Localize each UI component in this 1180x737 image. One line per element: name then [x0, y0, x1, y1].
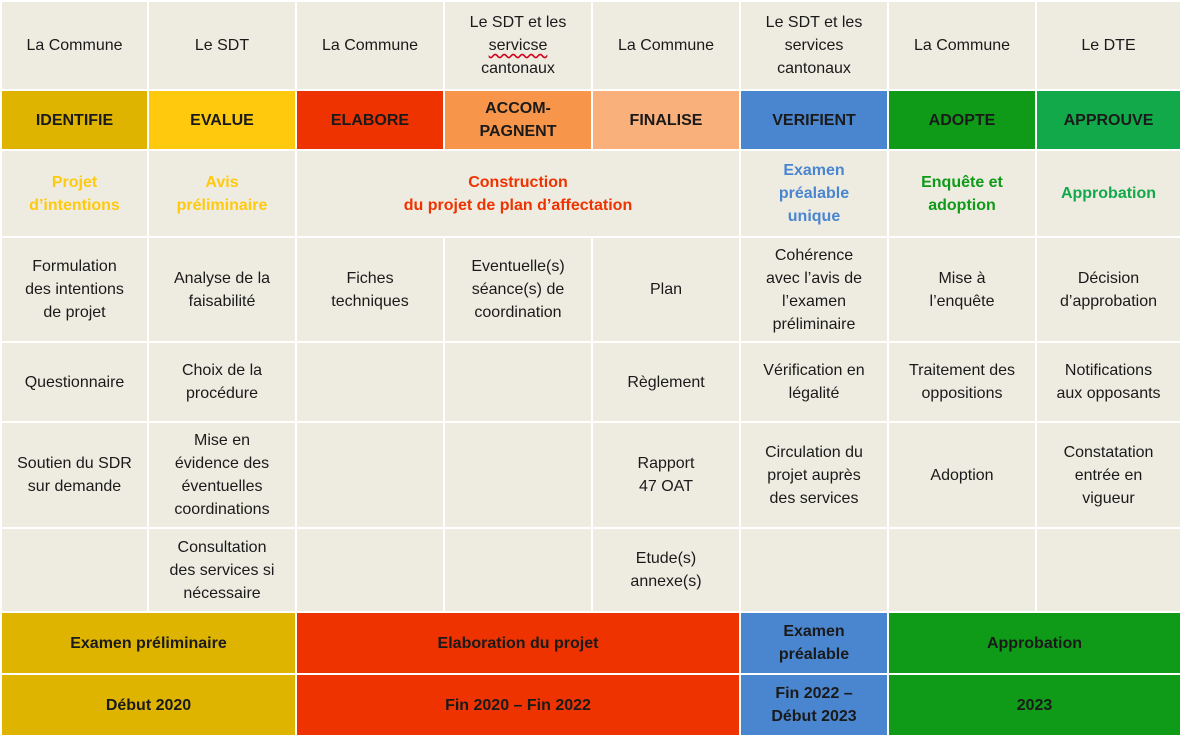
actor-la-commune: La Commune [592, 1, 740, 90]
phase-approbation: Approbation [1036, 150, 1180, 237]
task-cell: Etude(s) annexe(s) [592, 528, 740, 612]
phases-row [1, 150, 1180, 237]
actor-line: cantonaux [481, 60, 555, 77]
phase-projet-intentions: Projet d’intentions [1, 150, 148, 237]
task-cell: Mise à l’enquête [888, 237, 1036, 342]
task-cell [444, 422, 592, 528]
verb-finalise: FINALISE [592, 90, 740, 150]
verb-evalue: EVALUE [148, 90, 296, 150]
task-cell [296, 422, 444, 528]
task-cell [444, 342, 592, 422]
task-cell: Constatation entrée en vigueur [1036, 422, 1180, 528]
task-cell: Questionnaire [1, 342, 148, 422]
task-cell: Cohérence avec l’avis de l’examen préliminaire [740, 237, 888, 342]
actor-sdt-services [444, 1, 592, 90]
task-cell: Plan [592, 237, 740, 342]
task-cell: Adoption [888, 422, 1036, 528]
task-cell: Notifications aux opposants [1036, 342, 1180, 422]
task-cell: Analyse de la faisabilité [148, 237, 296, 342]
task-cell: Fiches techniques [296, 237, 444, 342]
verb-accompagnent: ACCOM- PAGNENT [444, 90, 592, 150]
actor-line: Le SDT et les [469, 14, 567, 31]
date-fin-2020-2022: Fin 2020 – Fin 2022 [296, 674, 740, 736]
task-cell [296, 342, 444, 422]
task-row [1, 422, 1180, 528]
misspelled-word: servicse [488, 37, 548, 54]
actor-le-sdt: Le SDT [148, 1, 296, 90]
date-fin-2022-2023: Fin 2022 – Début 2023 [740, 674, 888, 736]
task-row [1, 237, 1180, 342]
task-cell: Mise en évidence des éventuelles coordinations [148, 422, 296, 528]
dates-row [1, 674, 1180, 736]
task-cell: Soutien du SDR sur demande [1, 422, 148, 528]
verb-adopte: ADOPTE [888, 90, 1036, 150]
task-cell: Rapport 47 OAT [592, 422, 740, 528]
task-cell [1036, 528, 1180, 612]
date-debut-2020: Début 2020 [1, 674, 296, 736]
actor-sdt-services-cantonaux: Le SDT et les services cantonaux [740, 1, 888, 90]
stages-row [1, 612, 1180, 674]
task-row [1, 528, 1180, 612]
task-cell: Choix de la procédure [148, 342, 296, 422]
actor-le-dte: Le DTE [1036, 1, 1180, 90]
task-cell [1, 528, 148, 612]
verbs-row [1, 90, 1180, 150]
actor-la-commune: La Commune [1, 1, 148, 90]
task-cell: Traitement des oppositions [888, 342, 1036, 422]
task-cell [444, 528, 592, 612]
task-cell [740, 528, 888, 612]
stage-examen-prealable: Examen préalable [740, 612, 888, 674]
verb-elabore: ELABORE [296, 90, 444, 150]
verb-approuve: APPROUVE [1036, 90, 1180, 150]
task-row [1, 342, 1180, 422]
verb-verifient: VERIFIENT [740, 90, 888, 150]
stage-elaboration: Elaboration du projet [296, 612, 740, 674]
phase-construction: Construction du projet de plan d’affectation [296, 150, 740, 237]
task-cell: Consultation des services si nécessaire [148, 528, 296, 612]
date-2023: 2023 [888, 674, 1180, 736]
phase-examen-prealable-unique: Examen préalable unique [740, 150, 888, 237]
task-cell: Vérification en légalité [740, 342, 888, 422]
task-cell: Eventuelle(s) séance(s) de coordination [444, 237, 592, 342]
actor-la-commune: La Commune [888, 1, 1036, 90]
verb-identifie: IDENTIFIE [1, 90, 148, 150]
task-cell: Formulation des intentions de projet [1, 237, 148, 342]
phase-avis-preliminaire: Avis préliminaire [148, 150, 296, 237]
task-cell [296, 528, 444, 612]
actor-la-commune: La Commune [296, 1, 444, 90]
task-cell: Circulation du projet auprès des services [740, 422, 888, 528]
actors-row [1, 1, 1180, 90]
phase-enquete-adoption: Enquête et adoption [888, 150, 1036, 237]
task-cell: Règlement [592, 342, 740, 422]
stage-examen-preliminaire: Examen préliminaire [1, 612, 296, 674]
stage-approbation: Approbation [888, 612, 1180, 674]
task-cell [888, 528, 1036, 612]
task-cell: Décision d’approbation [1036, 237, 1180, 342]
